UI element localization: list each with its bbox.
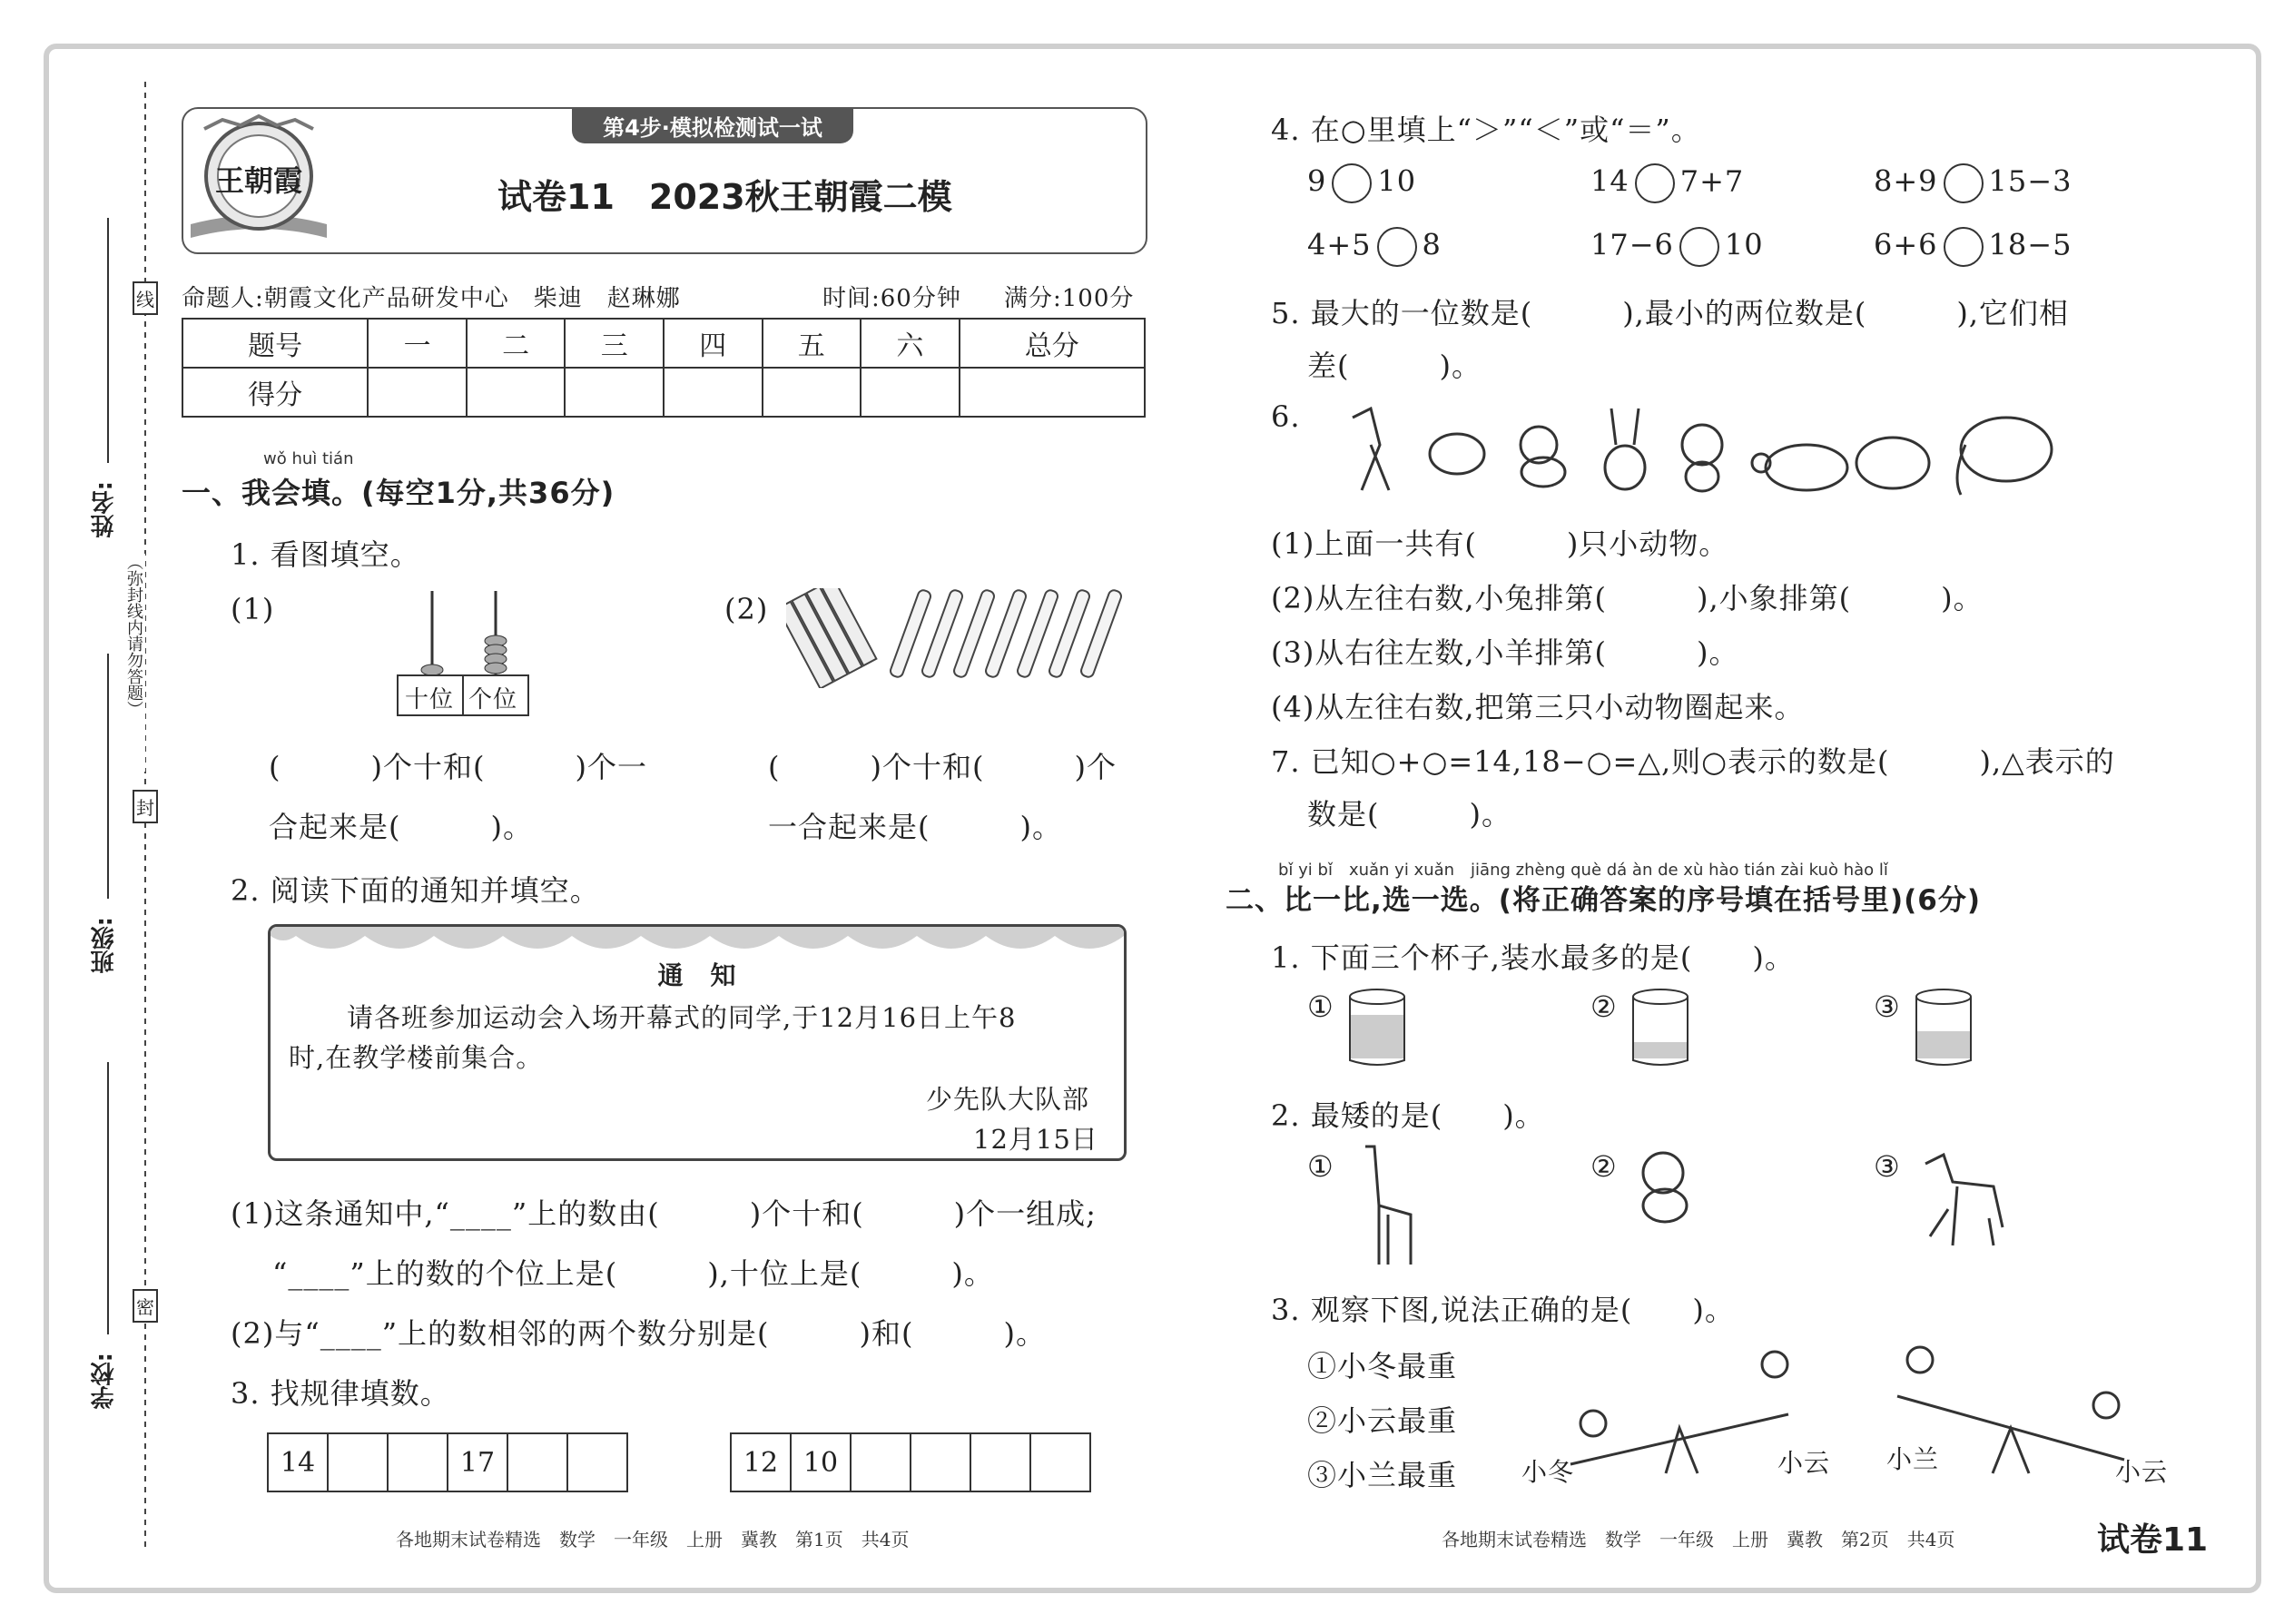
school-line	[107, 1062, 109, 1334]
compare-circle[interactable]	[1944, 227, 1984, 267]
sequence-cell[interactable]	[911, 1434, 971, 1491]
abacus-ones-label: 个位	[468, 686, 518, 714]
score-input-cell[interactable]	[960, 368, 1145, 417]
score-input-cell[interactable]	[565, 368, 664, 417]
q6-a: (1)上面一共有( )只小动物。	[1271, 527, 1729, 561]
class-line	[107, 654, 109, 899]
section1-title: 一、我会填。(每空1分,共36分)	[182, 476, 615, 510]
score-input-cell[interactable]	[861, 368, 960, 417]
sequence-cell: 10	[792, 1434, 852, 1491]
score-header-cell: 二	[467, 319, 566, 368]
q6-d: (4)从左往右数,把第三只小动物圈起来。	[1271, 690, 1805, 724]
cup-icon	[1629, 988, 1692, 1069]
q2-title: 2. 阅读下面的通知并填空。	[231, 873, 600, 908]
seesaw-name-xiaolan: 小兰	[1886, 1444, 1940, 1474]
compare-circle[interactable]	[1944, 163, 1984, 203]
notice-box	[268, 924, 1127, 1161]
sequence-box-2	[730, 1432, 1091, 1492]
time-limit: 时间:60分钟	[822, 285, 961, 312]
height-option-1: ①	[1307, 1149, 1334, 1184]
q2-sub2: (2)与“____”上的数相邻的两个数分别是( )和( )。	[231, 1316, 1046, 1351]
page-title: 试卷11 2023秋王朝霞二模	[497, 177, 952, 217]
q5-line1: 5. 最大的一位数是( ),最小的两位数是( ),它们相	[1271, 296, 2069, 330]
abacus-tens-label: 十位	[405, 686, 455, 714]
full-score: 满分:100分	[1004, 285, 1135, 312]
sequence-cell[interactable]	[508, 1434, 568, 1491]
name-line	[107, 218, 109, 463]
compare-circle[interactable]	[1635, 163, 1675, 203]
seesaw-icon	[1543, 1342, 2197, 1496]
q1-title: 1. 看图填空。	[231, 537, 420, 572]
logo	[186, 111, 331, 247]
class-label: 班级:	[91, 917, 118, 974]
notice-date: 12月15日	[973, 1124, 1098, 1155]
giraffe-icon	[1347, 1142, 1420, 1269]
score-table	[182, 318, 1146, 418]
q4-item: 17−6 10	[1590, 227, 1764, 267]
height-option-2: ②	[1590, 1149, 1618, 1184]
q1-sub2: (2)	[724, 592, 769, 626]
score-header-cell: 总分	[960, 319, 1145, 368]
sequence-cell[interactable]	[568, 1434, 626, 1491]
score-table-score-row	[182, 368, 1145, 417]
q1-sub1: (1)	[231, 592, 275, 626]
zebra-icon	[1353, 408, 1389, 490]
sequence-box-1	[267, 1432, 628, 1492]
q4-title: 4. 在○里填上“＞”“＜”或“＝”。	[1271, 113, 1701, 147]
cat-icon	[1629, 1146, 1701, 1227]
name-label: 姓名:	[91, 481, 118, 538]
cup-icon	[1912, 988, 1975, 1069]
notice-line2: 时,在教学楼前集合。	[289, 1042, 544, 1073]
s2-q1: 1. 下面三个杯子,装水最多的是( )。	[1271, 940, 1795, 975]
section2-pinyin: bǐ yi bǐ xuǎn yi xuǎn jiāng zhèng què dá àn de xù hào tián zài kuò hào lǐ	[1278, 861, 1888, 880]
sequence-cell: 14	[269, 1434, 329, 1491]
q1-line2b: 一合起来是( )。	[768, 810, 1062, 844]
sequence-cell[interactable]	[329, 1434, 389, 1491]
sequence-cell[interactable]	[1031, 1434, 1089, 1491]
q6-number: 6.	[1271, 399, 1301, 434]
s2-q3-opt1: ①小冬最重	[1307, 1349, 1458, 1383]
score-header-cell: 一	[368, 319, 467, 368]
q2-sub1: (1)这条通知中,“____”上的数由( )个十和( )个一组成;	[231, 1196, 1097, 1231]
s2-q3-opt2: ②小云最重	[1307, 1403, 1458, 1438]
score-header-cell: 三	[565, 319, 664, 368]
height-option-3: ③	[1874, 1149, 1901, 1184]
q4-item: 9 10	[1307, 163, 1416, 203]
score-header-cell: 题号	[182, 319, 368, 368]
q4-item: 6+6 18−5	[1874, 227, 2072, 267]
sequence-cell: 12	[732, 1434, 792, 1491]
q4-item: 4+5 8	[1307, 227, 1442, 267]
score-header-cell: 六	[861, 319, 960, 368]
horse-icon	[1912, 1146, 2012, 1255]
seal-note: （弥封线内请勿答题）	[122, 554, 145, 772]
q5-line2: 差( )。	[1307, 349, 1482, 383]
section2-title: 二、比一比,选一选。(将正确答案的序号填在括号里)(6分)	[1226, 884, 1982, 917]
q7-line2: 数是( )。	[1307, 797, 1511, 832]
footer-left: 各地期末试卷精选 数学 一年级 上册 冀教 第1页 共4页	[396, 1529, 910, 1550]
seal-char-secret: 密	[133, 1289, 158, 1323]
score-input-cell[interactable]	[664, 368, 763, 417]
score-input-cell[interactable]	[763, 368, 861, 417]
paper-badge: 试卷11	[2097, 1521, 2209, 1559]
score-input-cell[interactable]	[467, 368, 566, 417]
q3-title: 3. 找规律填数。	[231, 1376, 450, 1411]
q6-b: (2)从左往右数,小兔排第( ),小象排第( )。	[1271, 581, 1984, 615]
notice-title: 通 知	[657, 960, 737, 990]
cup-option-1: ①	[1307, 989, 1334, 1024]
q1-line2a: 合起来是( )。	[269, 810, 533, 844]
notice-line1: 请各班参加运动会入场开幕式的同学,于12月16日上午8	[347, 1002, 1017, 1033]
sequence-cell[interactable]	[852, 1434, 911, 1491]
school-label: 学校:	[91, 1353, 118, 1410]
sticks-icon	[786, 588, 1140, 688]
logo-text: 王朝霞	[215, 163, 303, 198]
score-header-cell: 五	[763, 319, 861, 368]
seesaw-name-xiaoyun-2: 小云	[2115, 1457, 2169, 1487]
sequence-cell[interactable]	[971, 1434, 1031, 1491]
cup-option-3: ③	[1874, 989, 1901, 1024]
q6-c: (3)从右往左数,小羊排第( )。	[1271, 635, 1739, 670]
seal-char-line: 线	[133, 281, 158, 315]
score-row-label: 得分	[182, 368, 368, 417]
q1-line1b: ( )个十和( )个	[768, 750, 1117, 784]
animals-row-icon	[1334, 390, 2106, 499]
authors: 命题人:朝霞文化产品研发中心 柴迪 赵琳娜	[182, 285, 681, 312]
q4-item: 8+9 15−3	[1874, 163, 2072, 203]
compare-circle[interactable]	[1332, 163, 1372, 203]
s2-q2: 2. 最矮的是( )。	[1271, 1098, 1545, 1133]
seesaw-name-xiaoyun: 小云	[1777, 1448, 1831, 1478]
q7-line1: 7. 已知○+○=14,18−○=△,则○表示的数是( ),△表示的	[1271, 744, 2115, 779]
section1-pinyin: wǒ huì tián	[263, 449, 354, 468]
score-table-header-row	[182, 319, 1145, 368]
compare-circle[interactable]	[1377, 227, 1417, 267]
cup-option-2: ②	[1590, 989, 1618, 1024]
sequence-cell: 17	[448, 1434, 508, 1491]
q4-item: 14 7+7	[1590, 163, 1744, 203]
notice-sign: 少先队大队部	[926, 1084, 1090, 1115]
seal-char-seal: 封	[133, 790, 158, 823]
footer-right: 各地期末试卷精选 数学 一年级 上册 冀教 第2页 共4页	[1442, 1529, 1955, 1550]
seesaw-name-xiaodong: 小冬	[1521, 1457, 1575, 1487]
sequence-cell[interactable]	[389, 1434, 448, 1491]
score-header-cell: 四	[664, 319, 763, 368]
q2-sub1b: “____”上的数的个位上是( ),十位上是( )。	[272, 1256, 994, 1291]
compare-circle[interactable]	[1679, 227, 1719, 267]
score-input-cell[interactable]	[368, 368, 467, 417]
cup-icon	[1345, 988, 1409, 1069]
s2-q3: 3. 观察下图,说法正确的是( )。	[1271, 1293, 1735, 1327]
step-banner: 第4步·模拟检测试一试	[572, 107, 853, 143]
q1-line1a: ( )个十和( )个一	[269, 750, 647, 784]
s2-q3-opt3: ③小兰最重	[1307, 1458, 1458, 1492]
